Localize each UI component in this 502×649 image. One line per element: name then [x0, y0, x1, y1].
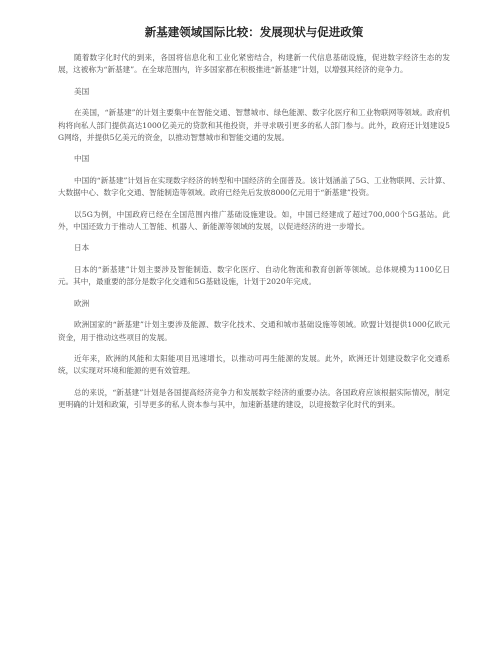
- japan-paragraph: 日本的“新基建”计划主要涉及智能制造、数字化医疗、自动化物流和教育创新等领域。总体规模为1100亿日元。其中，最重要的部分是数字化交通和5G基础设施，计划于2020年完成。: [58, 264, 450, 287]
- china-paragraph-1: 中国的“新基建”计划旨在实现数字经济的转型和中国经济的全面普及。该计划涵盖了5G、工业物联网、云计算、大数据中心、数字化交通、智能制造等领域。政府已经先后发放8000亿元用于“新基建”投资。: [58, 175, 450, 198]
- china-paragraph-2: 以5G为例，中国政府已经在全国范围内推广基础设施建设。如，中国已经建成了超过700,000个5G基站。此外，中国还致力于推动人工智能、机器人、新能源等领域的发展，以促进经济的进一步增长。: [58, 209, 450, 232]
- intro-paragraph: 随着数字化时代的到来，各国将信息化和工业化紧密结合，构建新一代信息基础设施，促进数字经济生态的发展，这被称为“新基建”。在全球范围内，许多国家都在积极推进“新基建”计划，以增强其经济的竞争力。: [58, 53, 450, 75]
- europe-paragraph-2: 近年来，欧洲的风能和太阳能项目迅速增长，以推动可再生能源的发展。此外，欧洲还计划建设数字化交通系统，以实现对环境和能源的更有效管理。: [58, 353, 450, 376]
- document-title: 新基建领域国际比较：发展现状与促进政策: [144, 25, 364, 39]
- conclusion-paragraph: 总的来说，“新基建”计划是各国提高经济竞争力和发展数字经济的重要办法。各国政府应该根据实际情况，制定更明确的计划和政策，引导更多的私人资本参与其中，加速新基建的建设，以迎接数字化时代的到来。: [58, 387, 450, 410]
- document-page: [58, 24, 450, 421]
- section-heading-usa: 美国: [74, 86, 90, 96]
- section-heading-china: 中国: [74, 154, 90, 164]
- section-heading-europe: 欧洲: [74, 298, 90, 308]
- europe-paragraph-1: 欧洲国家的“新基建”计划主要涉及能源、数字化技术、交通和城市基础设施等领域。欧盟计划提供1000亿欧元资金，用于推动这些项目的发展。: [58, 320, 450, 342]
- section-heading-japan: 日本: [74, 243, 90, 253]
- usa-paragraph: 在美国，“新基建”的计划主要集中在智能交通、智慧城市、绿色能源、数字化医疗和工业物联网等领域。政府机构将向私人部门提供高达1000亿美元的贷款和其他投资，并寻求吸引更多的私人部门参与。此外，政府还计划建设5G网络，并提供5亿美元的资金，以推动智慧城市和智能交通的发展。: [58, 108, 450, 143]
